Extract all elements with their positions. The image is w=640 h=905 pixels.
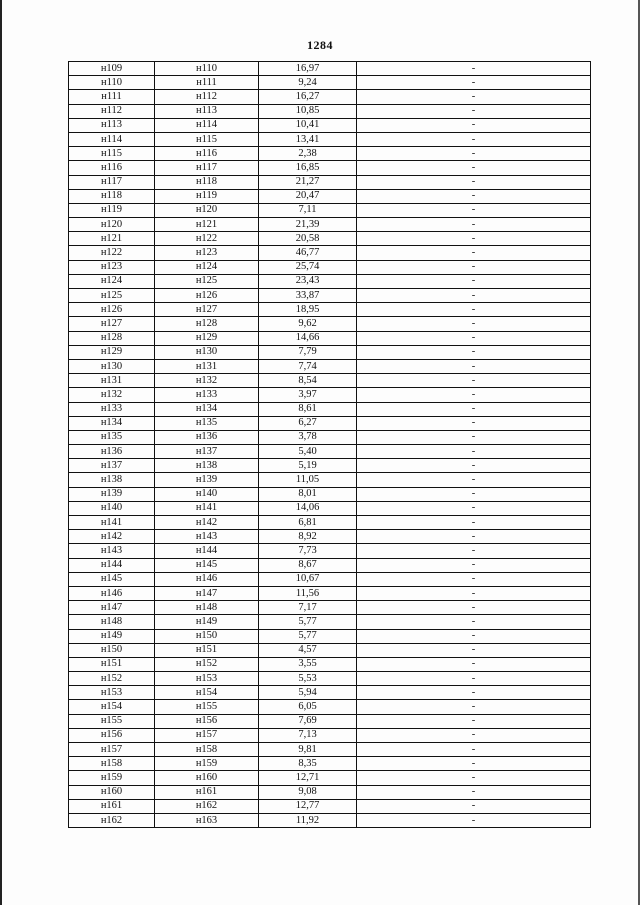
point-to-cell: н158 bbox=[155, 743, 259, 757]
point-to-cell: н151 bbox=[155, 643, 259, 657]
length-cell: 5,94 bbox=[259, 686, 357, 700]
length-cell: 9,08 bbox=[259, 785, 357, 799]
note-cell: - bbox=[357, 629, 591, 643]
point-to-cell: н125 bbox=[155, 274, 259, 288]
table-row bbox=[69, 799, 591, 813]
point-from-cell: н123 bbox=[69, 260, 155, 274]
point-to-cell: н112 bbox=[155, 90, 259, 104]
scan-edge-left bbox=[0, 0, 2, 905]
point-from-cell: н135 bbox=[69, 430, 155, 444]
length-cell: 25,74 bbox=[259, 260, 357, 274]
note-cell: - bbox=[357, 657, 591, 671]
length-cell: 5,40 bbox=[259, 445, 357, 459]
point-to-cell: н148 bbox=[155, 601, 259, 615]
note-cell: - bbox=[357, 743, 591, 757]
point-from-cell: н119 bbox=[69, 203, 155, 217]
table-row bbox=[69, 303, 591, 317]
note-cell: - bbox=[357, 558, 591, 572]
point-to-cell: н162 bbox=[155, 799, 259, 813]
point-from-cell: н144 bbox=[69, 558, 155, 572]
table-row bbox=[69, 643, 591, 657]
length-cell: 16,85 bbox=[259, 161, 357, 175]
table-row bbox=[69, 501, 591, 515]
point-to-cell: н128 bbox=[155, 317, 259, 331]
table-row bbox=[69, 274, 591, 288]
length-cell: 2,38 bbox=[259, 147, 357, 161]
note-cell: - bbox=[357, 402, 591, 416]
point-from-cell: н129 bbox=[69, 345, 155, 359]
table-row bbox=[69, 90, 591, 104]
note-cell: - bbox=[357, 374, 591, 388]
length-cell: 6,05 bbox=[259, 700, 357, 714]
point-from-cell: н116 bbox=[69, 161, 155, 175]
point-to-cell: н135 bbox=[155, 416, 259, 430]
table-row bbox=[69, 289, 591, 303]
table-row bbox=[69, 189, 591, 203]
length-cell: 7,79 bbox=[259, 345, 357, 359]
point-from-cell: н161 bbox=[69, 799, 155, 813]
point-to-cell: н156 bbox=[155, 714, 259, 728]
note-cell: - bbox=[357, 289, 591, 303]
table-row bbox=[69, 232, 591, 246]
point-to-cell: н132 bbox=[155, 374, 259, 388]
table-row bbox=[69, 132, 591, 146]
note-cell: - bbox=[357, 757, 591, 771]
point-to-cell: н119 bbox=[155, 189, 259, 203]
table-row bbox=[69, 771, 591, 785]
note-cell: - bbox=[357, 686, 591, 700]
length-cell: 13,41 bbox=[259, 132, 357, 146]
note-cell: - bbox=[357, 459, 591, 473]
point-to-cell: н138 bbox=[155, 459, 259, 473]
table-row bbox=[69, 104, 591, 118]
point-from-cell: н115 bbox=[69, 147, 155, 161]
length-cell: 4,57 bbox=[259, 643, 357, 657]
table-row bbox=[69, 544, 591, 558]
length-cell: 18,95 bbox=[259, 303, 357, 317]
note-cell: - bbox=[357, 132, 591, 146]
point-to-cell: н155 bbox=[155, 700, 259, 714]
length-cell: 10,67 bbox=[259, 572, 357, 586]
point-from-cell: н117 bbox=[69, 175, 155, 189]
table-row bbox=[69, 728, 591, 742]
note-cell: - bbox=[357, 785, 591, 799]
length-cell: 6,27 bbox=[259, 416, 357, 430]
table-row bbox=[69, 246, 591, 260]
table-body bbox=[69, 62, 591, 828]
length-cell: 5,19 bbox=[259, 459, 357, 473]
table-row bbox=[69, 601, 591, 615]
point-to-cell: н127 bbox=[155, 303, 259, 317]
point-from-cell: н150 bbox=[69, 643, 155, 657]
note-cell: - bbox=[357, 501, 591, 515]
note-cell: - bbox=[357, 175, 591, 189]
point-from-cell: н118 bbox=[69, 189, 155, 203]
table-row bbox=[69, 615, 591, 629]
point-from-cell: н132 bbox=[69, 388, 155, 402]
note-cell: - bbox=[357, 601, 591, 615]
point-to-cell: н144 bbox=[155, 544, 259, 558]
point-to-cell: н154 bbox=[155, 686, 259, 700]
note-cell: - bbox=[357, 260, 591, 274]
point-to-cell: н150 bbox=[155, 629, 259, 643]
length-cell: 16,97 bbox=[259, 62, 357, 76]
point-to-cell: н139 bbox=[155, 473, 259, 487]
note-cell: - bbox=[357, 473, 591, 487]
point-to-cell: н159 bbox=[155, 757, 259, 771]
table-row bbox=[69, 487, 591, 501]
point-from-cell: н121 bbox=[69, 232, 155, 246]
length-cell: 7,69 bbox=[259, 714, 357, 728]
length-cell: 11,56 bbox=[259, 586, 357, 600]
note-cell: - bbox=[357, 572, 591, 586]
point-to-cell: н143 bbox=[155, 530, 259, 544]
point-from-cell: н151 bbox=[69, 657, 155, 671]
table-row bbox=[69, 757, 591, 771]
point-from-cell: н130 bbox=[69, 359, 155, 373]
point-from-cell: н156 bbox=[69, 728, 155, 742]
note-cell: - bbox=[357, 487, 591, 501]
point-to-cell: н160 bbox=[155, 771, 259, 785]
note-cell: - bbox=[357, 118, 591, 132]
length-cell: 11,05 bbox=[259, 473, 357, 487]
point-from-cell: н133 bbox=[69, 402, 155, 416]
length-cell: 33,87 bbox=[259, 289, 357, 303]
point-from-cell: н112 bbox=[69, 104, 155, 118]
length-cell: 3,78 bbox=[259, 430, 357, 444]
note-cell: - bbox=[357, 586, 591, 600]
point-to-cell: н116 bbox=[155, 147, 259, 161]
point-to-cell: н134 bbox=[155, 402, 259, 416]
note-cell: - bbox=[357, 700, 591, 714]
boundary-segments-table bbox=[68, 61, 591, 828]
table-row bbox=[69, 402, 591, 416]
point-to-cell: н153 bbox=[155, 672, 259, 686]
note-cell: - bbox=[357, 90, 591, 104]
point-to-cell: н115 bbox=[155, 132, 259, 146]
point-to-cell: н121 bbox=[155, 218, 259, 232]
point-to-cell: н149 bbox=[155, 615, 259, 629]
note-cell: - bbox=[357, 303, 591, 317]
table-row bbox=[69, 331, 591, 345]
table-row bbox=[69, 743, 591, 757]
table-row bbox=[69, 572, 591, 586]
table-row bbox=[69, 416, 591, 430]
point-to-cell: н117 bbox=[155, 161, 259, 175]
note-cell: - bbox=[357, 445, 591, 459]
table-row bbox=[69, 374, 591, 388]
length-cell: 12,71 bbox=[259, 771, 357, 785]
point-to-cell: н140 bbox=[155, 487, 259, 501]
note-cell: - bbox=[357, 161, 591, 175]
point-to-cell: н146 bbox=[155, 572, 259, 586]
table-row bbox=[69, 430, 591, 444]
point-from-cell: н127 bbox=[69, 317, 155, 331]
length-cell: 7,11 bbox=[259, 203, 357, 217]
point-from-cell: н138 bbox=[69, 473, 155, 487]
length-cell: 3,55 bbox=[259, 657, 357, 671]
point-from-cell: н149 bbox=[69, 629, 155, 643]
note-cell: - bbox=[357, 317, 591, 331]
point-from-cell: н128 bbox=[69, 331, 155, 345]
note-cell: - bbox=[357, 799, 591, 813]
point-to-cell: н120 bbox=[155, 203, 259, 217]
table-row bbox=[69, 62, 591, 76]
length-cell: 10,85 bbox=[259, 104, 357, 118]
table-row bbox=[69, 203, 591, 217]
table-row bbox=[69, 161, 591, 175]
note-cell: - bbox=[357, 530, 591, 544]
length-cell: 12,77 bbox=[259, 799, 357, 813]
note-cell: - bbox=[357, 189, 591, 203]
point-to-cell: н142 bbox=[155, 516, 259, 530]
length-cell: 11,92 bbox=[259, 813, 357, 827]
point-to-cell: н129 bbox=[155, 331, 259, 345]
table-row bbox=[69, 700, 591, 714]
point-to-cell: н161 bbox=[155, 785, 259, 799]
table-row bbox=[69, 586, 591, 600]
table-row bbox=[69, 175, 591, 189]
note-cell: - bbox=[357, 388, 591, 402]
length-cell: 14,06 bbox=[259, 501, 357, 515]
table-row bbox=[69, 558, 591, 572]
point-from-cell: н139 bbox=[69, 487, 155, 501]
note-cell: - bbox=[357, 218, 591, 232]
point-to-cell: н113 bbox=[155, 104, 259, 118]
table-row bbox=[69, 672, 591, 686]
length-cell: 8,35 bbox=[259, 757, 357, 771]
note-cell: - bbox=[357, 104, 591, 118]
length-cell: 20,58 bbox=[259, 232, 357, 246]
length-cell: 8,01 bbox=[259, 487, 357, 501]
point-to-cell: н130 bbox=[155, 345, 259, 359]
table-row bbox=[69, 629, 591, 643]
point-from-cell: н160 bbox=[69, 785, 155, 799]
note-cell: - bbox=[357, 203, 591, 217]
length-cell: 5,77 bbox=[259, 629, 357, 643]
note-cell: - bbox=[357, 672, 591, 686]
length-cell: 3,97 bbox=[259, 388, 357, 402]
length-cell: 10,41 bbox=[259, 118, 357, 132]
table-row bbox=[69, 345, 591, 359]
point-to-cell: н137 bbox=[155, 445, 259, 459]
table-row bbox=[69, 714, 591, 728]
note-cell: - bbox=[357, 76, 591, 90]
point-to-cell: н136 bbox=[155, 430, 259, 444]
point-from-cell: н111 bbox=[69, 90, 155, 104]
point-from-cell: н114 bbox=[69, 132, 155, 146]
length-cell: 5,53 bbox=[259, 672, 357, 686]
note-cell: - bbox=[357, 416, 591, 430]
point-to-cell: н131 bbox=[155, 359, 259, 373]
point-from-cell: н158 bbox=[69, 757, 155, 771]
point-from-cell: н143 bbox=[69, 544, 155, 558]
length-cell: 8,67 bbox=[259, 558, 357, 572]
table-row bbox=[69, 147, 591, 161]
point-from-cell: н153 bbox=[69, 686, 155, 700]
point-from-cell: н145 bbox=[69, 572, 155, 586]
length-cell: 5,77 bbox=[259, 615, 357, 629]
table-row bbox=[69, 388, 591, 402]
table-row bbox=[69, 530, 591, 544]
length-cell: 9,24 bbox=[259, 76, 357, 90]
length-cell: 14,66 bbox=[259, 331, 357, 345]
length-cell: 7,17 bbox=[259, 601, 357, 615]
point-from-cell: н136 bbox=[69, 445, 155, 459]
point-from-cell: н146 bbox=[69, 586, 155, 600]
point-from-cell: н124 bbox=[69, 274, 155, 288]
note-cell: - bbox=[357, 359, 591, 373]
note-cell: - bbox=[357, 232, 591, 246]
point-from-cell: н126 bbox=[69, 303, 155, 317]
point-from-cell: н152 bbox=[69, 672, 155, 686]
length-cell: 21,39 bbox=[259, 218, 357, 232]
length-cell: 46,77 bbox=[259, 246, 357, 260]
length-cell: 16,27 bbox=[259, 90, 357, 104]
length-cell: 8,92 bbox=[259, 530, 357, 544]
point-to-cell: н123 bbox=[155, 246, 259, 260]
table-row bbox=[69, 785, 591, 799]
length-cell: 9,81 bbox=[259, 743, 357, 757]
note-cell: - bbox=[357, 813, 591, 827]
table-row bbox=[69, 459, 591, 473]
point-to-cell: н114 bbox=[155, 118, 259, 132]
point-from-cell: н148 bbox=[69, 615, 155, 629]
note-cell: - bbox=[357, 516, 591, 530]
table-row bbox=[69, 76, 591, 90]
note-cell: - bbox=[357, 147, 591, 161]
note-cell: - bbox=[357, 771, 591, 785]
table-row bbox=[69, 317, 591, 331]
note-cell: - bbox=[357, 62, 591, 76]
table-row bbox=[69, 516, 591, 530]
length-cell: 20,47 bbox=[259, 189, 357, 203]
point-from-cell: н140 bbox=[69, 501, 155, 515]
point-from-cell: н142 bbox=[69, 530, 155, 544]
length-cell: 9,62 bbox=[259, 317, 357, 331]
note-cell: - bbox=[357, 430, 591, 444]
table-row bbox=[69, 218, 591, 232]
point-to-cell: н124 bbox=[155, 260, 259, 274]
length-cell: 21,27 bbox=[259, 175, 357, 189]
point-to-cell: н163 bbox=[155, 813, 259, 827]
point-to-cell: н122 bbox=[155, 232, 259, 246]
length-cell: 7,74 bbox=[259, 359, 357, 373]
point-from-cell: н159 bbox=[69, 771, 155, 785]
length-cell: 8,54 bbox=[259, 374, 357, 388]
point-from-cell: н147 bbox=[69, 601, 155, 615]
note-cell: - bbox=[357, 544, 591, 558]
table-row bbox=[69, 359, 591, 373]
note-cell: - bbox=[357, 345, 591, 359]
point-to-cell: н111 bbox=[155, 76, 259, 90]
point-to-cell: н152 bbox=[155, 657, 259, 671]
point-to-cell: н133 bbox=[155, 388, 259, 402]
note-cell: - bbox=[357, 331, 591, 345]
note-cell: - bbox=[357, 615, 591, 629]
point-to-cell: н126 bbox=[155, 289, 259, 303]
point-from-cell: н162 bbox=[69, 813, 155, 827]
length-cell: 7,73 bbox=[259, 544, 357, 558]
point-to-cell: н147 bbox=[155, 586, 259, 600]
point-from-cell: н131 bbox=[69, 374, 155, 388]
note-cell: - bbox=[357, 714, 591, 728]
table-row bbox=[69, 813, 591, 827]
table-row bbox=[69, 445, 591, 459]
note-cell: - bbox=[357, 643, 591, 657]
note-cell: - bbox=[357, 246, 591, 260]
length-cell: 6,81 bbox=[259, 516, 357, 530]
point-to-cell: н118 bbox=[155, 175, 259, 189]
point-from-cell: н141 bbox=[69, 516, 155, 530]
table-row bbox=[69, 118, 591, 132]
point-from-cell: н137 bbox=[69, 459, 155, 473]
note-cell: - bbox=[357, 274, 591, 288]
table-row bbox=[69, 260, 591, 274]
point-to-cell: н157 bbox=[155, 728, 259, 742]
point-from-cell: н154 bbox=[69, 700, 155, 714]
point-to-cell: н141 bbox=[155, 501, 259, 515]
point-from-cell: н109 bbox=[69, 62, 155, 76]
table-row bbox=[69, 657, 591, 671]
table-row bbox=[69, 686, 591, 700]
point-from-cell: н157 bbox=[69, 743, 155, 757]
point-to-cell: н110 bbox=[155, 62, 259, 76]
point-from-cell: н120 bbox=[69, 218, 155, 232]
point-from-cell: н113 bbox=[69, 118, 155, 132]
point-from-cell: н110 bbox=[69, 76, 155, 90]
length-cell: 8,61 bbox=[259, 402, 357, 416]
length-cell: 23,43 bbox=[259, 274, 357, 288]
point-from-cell: н134 bbox=[69, 416, 155, 430]
point-from-cell: н125 bbox=[69, 289, 155, 303]
point-to-cell: н145 bbox=[155, 558, 259, 572]
point-from-cell: н122 bbox=[69, 246, 155, 260]
point-from-cell: н155 bbox=[69, 714, 155, 728]
page-number: 1284 bbox=[307, 38, 333, 52]
length-cell: 7,13 bbox=[259, 728, 357, 742]
note-cell: - bbox=[357, 728, 591, 742]
table-row bbox=[69, 473, 591, 487]
